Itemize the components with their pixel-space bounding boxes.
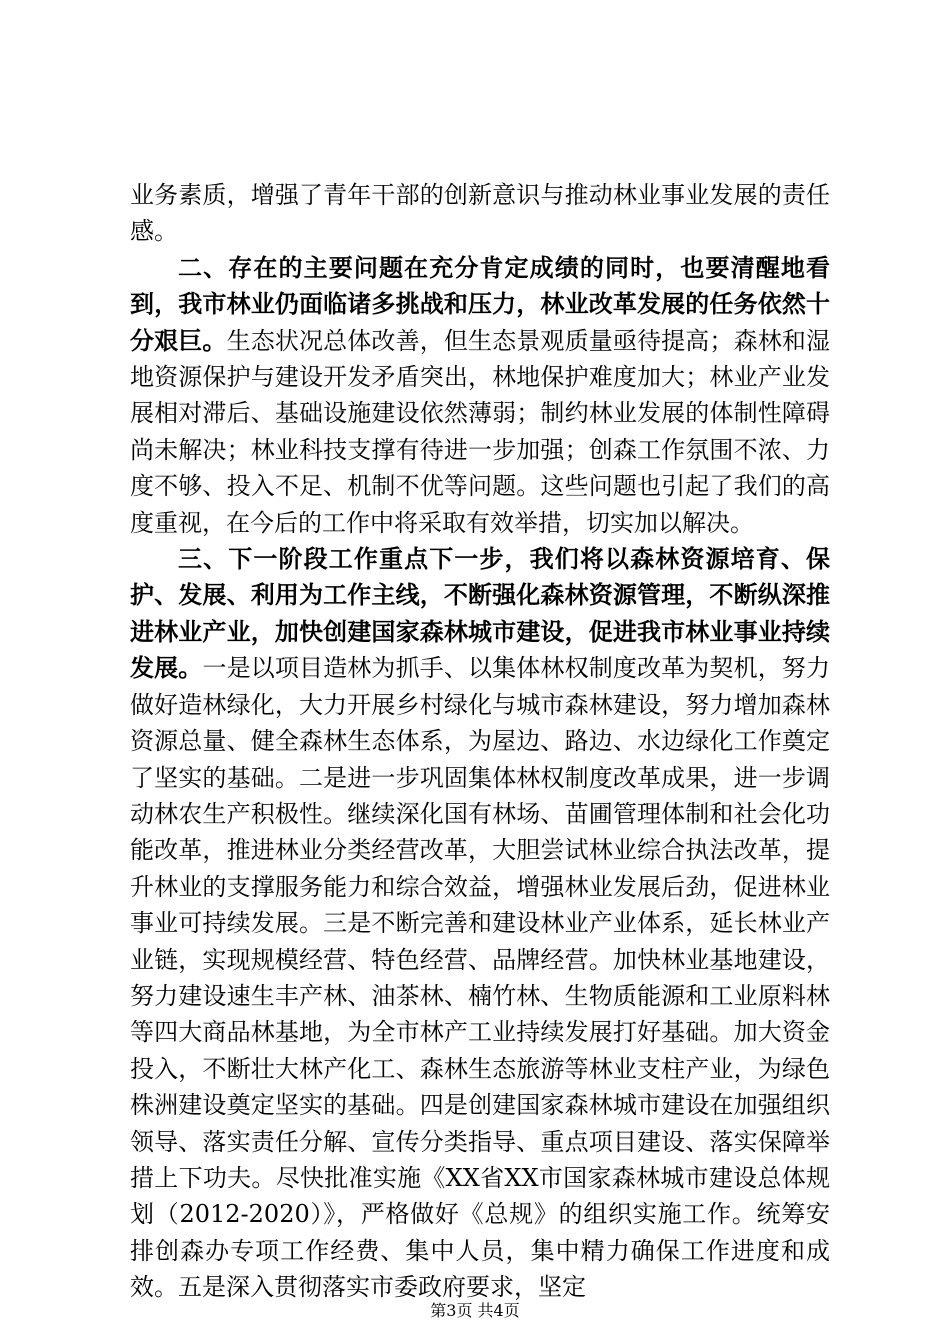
paragraph-text: 生态状况总体改善，但生态景观质量亟待提高；森林和湿地资源保护与建设开发矛盾突出，林地保护难度加大；林业产业发展相对滞后、基础设施建设依然薄弱；制约林业发展的体制性障碍尚未解决；林业科技支撑有待进一步加强；创森工作氛围不浓、力度不够、投入不足、机制不优等问题。这些问题也引起了我们的高度重视，在今后的工作中将采取有效举措，切实加以解决。 (130, 326, 831, 537)
paragraph-text: 业务素质，增强了青年干部的创新意识与推动林业事业发展的责任感。 (130, 181, 830, 246)
paragraph-problems (130, 250, 830, 541)
paragraph-heading: 二、存在的主要问题在充分肯定成绩的同时，也要清醒地看到，我市林业仍面临诸多挑战和压力，林业改革发展的任务依然十分艰巨。 (130, 252, 830, 355)
paragraph-heading: 三、下一阶段工作重点下一步，我们将以森林资源培育、保护、发展、利用为工作主线，不断强化森林资源管理，不断纵深推进林业产业，加快创建国家森林城市建设，促进我市林业事业持续发展。 (130, 544, 830, 683)
document-body (130, 177, 830, 1306)
paragraph-continuation (130, 177, 830, 250)
paragraph-text: 一是以项目造林为抓手、以集体林权制度改革为契机，努力做好造林绿化，大力开展乡村绿化与城市森林建设，努力增加森林资源总量、健全森林生态体系，为屋边、路边、水边绿化工作奠定了坚实的基础。二是进一步巩固集体林权制度改革成果，进一步调动林农生产积极性。继续深化国有林场、苗圃管理体制和社会化功能改革，推进林业分类经营改革，大胆尝试林业综合执法改革，提升林业的支撑服务能力和综合效益，增强林业发展后劲，促进林业事业可持续发展。三是不断完善和建设林业产业体系，延长林业产业链，实现规模经营、特色经营、品牌经营。加快林业基地建设，努力建设速生丰产林、油茶林、楠竹林、生物质能源和工业原料林等四大商品林基地，为全市林产工业持续发展打好基础。加大资金投入，不断壮大林产化工、森林生态旅游等林业支柱产业，为绿色株洲建设奠定坚实的基础。四是创建国家森林城市建设在加强组织领导、落实责任分解、宣传分类指导、重点项目建设、落实保障举措上下功夫。尽快批准实施《XX省XX市国家森林城市建设总体规划（2012-2020）》，严格做好《总规》的组织实施工作。统筹安排创森办专项工作经费、集中人员，集中精力确保工作进度和成效。五是深入贯彻落实市委政府要求，坚定 (130, 654, 831, 1302)
page-footer (0, 1298, 950, 1321)
page-number: 第3页 共4页 (430, 1301, 520, 1320)
paragraph-next-steps (130, 541, 830, 1306)
